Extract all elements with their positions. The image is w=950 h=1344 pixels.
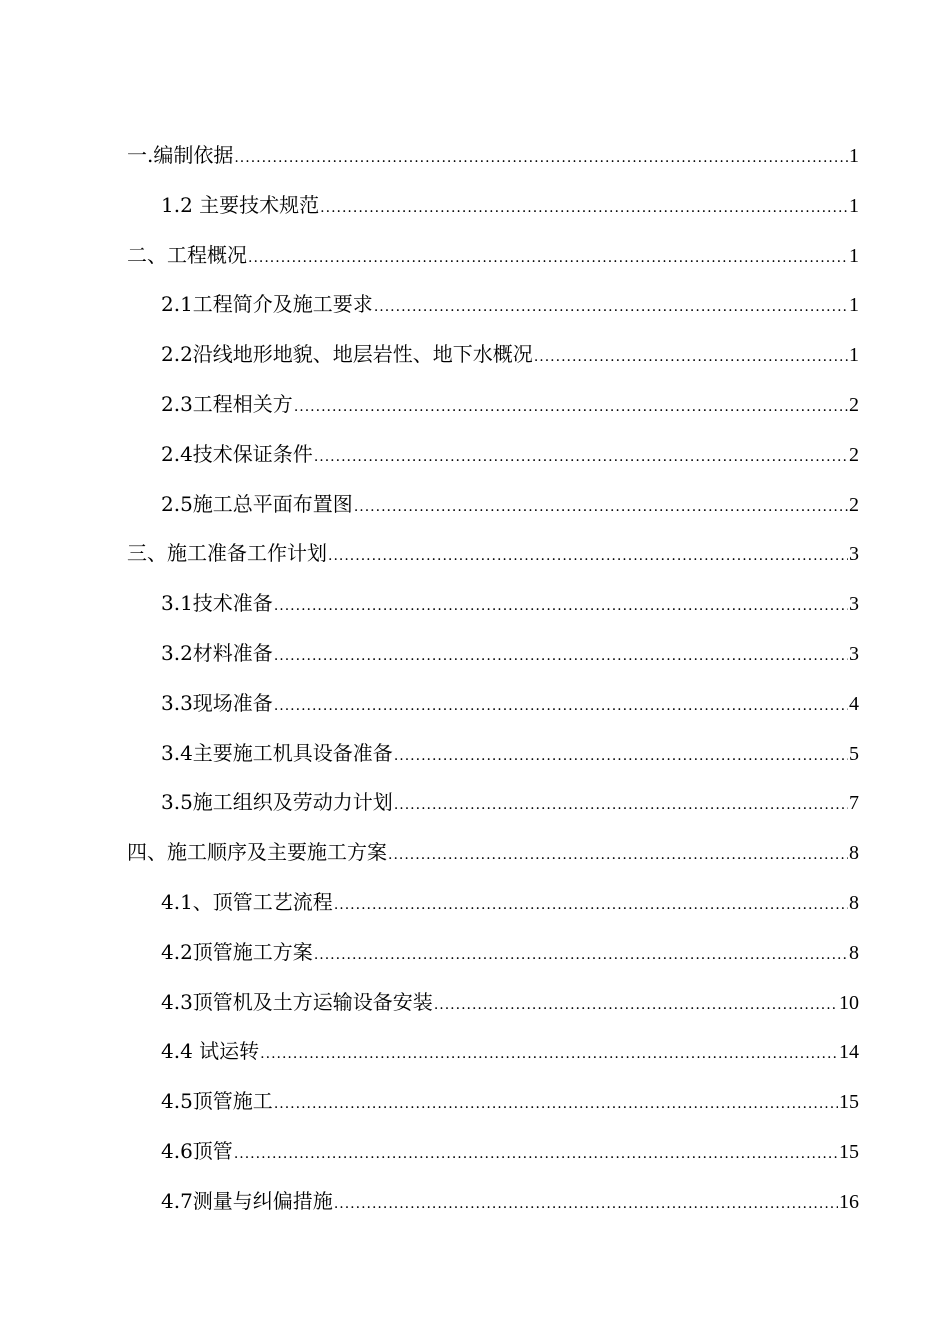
toc-entry[interactable] [127, 690, 859, 740]
toc-leader-dots [334, 892, 848, 918]
toc-entry-title: 2.4技术保证条件 [161, 441, 313, 466]
toc-entry-title: 1.2 主要技术规范 [161, 192, 320, 217]
toc-leader-dots [354, 494, 848, 520]
toc-entry[interactable] [127, 640, 859, 690]
toc-page-number: 8 [849, 941, 859, 964]
toc-page-number: 4 [849, 692, 859, 715]
toc-entry[interactable] [127, 939, 859, 989]
toc-entry[interactable] [127, 1138, 859, 1188]
toc-leader-dots [394, 792, 848, 818]
toc-leader-dots [434, 992, 838, 1018]
toc-entry-title: 三、施工准备工作计划 [127, 541, 327, 566]
toc-page-number: 2 [849, 393, 859, 416]
toc-entry[interactable] [127, 740, 859, 790]
toc-leader-dots [260, 1041, 838, 1067]
toc-entry-title: 3.5施工组织及劳动力计划 [161, 790, 393, 815]
toc-page-number: 2 [849, 493, 859, 516]
toc-leader-dots [274, 643, 848, 669]
toc-leader-dots [294, 394, 848, 420]
toc-leader-dots [274, 593, 848, 619]
toc-page-number: 3 [849, 543, 859, 566]
toc-page-number: 15 [839, 1140, 859, 1163]
toc-entry[interactable] [127, 590, 859, 640]
toc-leader-dots [320, 195, 848, 221]
toc-page-number: 1 [849, 244, 859, 267]
toc-entry-title: 四、施工顺序及主要施工方案 [127, 840, 387, 865]
toc-leader-dots [328, 543, 848, 569]
toc-entry[interactable] [127, 540, 859, 590]
toc-entry-title: 二、工程概况 [127, 242, 247, 267]
toc-entry[interactable] [127, 789, 859, 839]
toc-entry-title: 4.6顶管 [161, 1138, 233, 1163]
toc-page-number: 1 [849, 145, 859, 167]
toc-leader-dots [248, 245, 848, 271]
toc-entry-title: 4.1、顶管工艺流程 [161, 889, 333, 914]
toc-entry[interactable] [127, 889, 859, 939]
table-of-contents [127, 142, 859, 1238]
toc-page-number: 3 [849, 593, 859, 616]
toc-leader-dots [534, 344, 848, 370]
toc-page-number: 7 [849, 792, 859, 815]
toc-entry-title: 4.5顶管施工 [161, 1089, 273, 1114]
toc-entry-title: 3.2材料准备 [161, 640, 273, 665]
toc-leader-dots [334, 1191, 838, 1217]
toc-leader-dots [274, 693, 848, 719]
toc-entry[interactable] [127, 1188, 859, 1238]
toc-leader-dots [394, 743, 848, 769]
toc-entry[interactable] [127, 291, 859, 341]
toc-leader-dots [274, 1091, 838, 1117]
toc-entry-title: 3.4主要施工机具设备准备 [161, 740, 393, 765]
toc-leader-dots [234, 1141, 838, 1167]
toc-leader-dots [314, 444, 848, 470]
toc-page-number: 1 [849, 194, 859, 217]
toc-page-number: 5 [849, 742, 859, 765]
toc-page-number: 8 [849, 842, 859, 865]
toc-page-number: 1 [849, 294, 859, 317]
toc-leader-dots [388, 842, 848, 868]
toc-entry[interactable] [127, 491, 859, 541]
toc-page-number: 10 [839, 991, 859, 1014]
toc-page-number: 2 [849, 443, 859, 466]
toc-entry[interactable] [127, 242, 859, 292]
toc-leader-dots [314, 942, 848, 968]
toc-page-number: 14 [839, 1041, 859, 1064]
toc-entry-title: 4.3顶管机及土方运输设备安装 [161, 989, 433, 1014]
toc-entry-title: 一.编制依据 [127, 143, 234, 167]
toc-entry[interactable] [127, 391, 859, 441]
toc-entry[interactable] [127, 989, 859, 1039]
toc-leader-dots [234, 145, 848, 171]
toc-entry-title: 4.4 试运转 [161, 1039, 260, 1064]
toc-entry[interactable] [127, 341, 859, 391]
toc-page-number: 3 [849, 642, 859, 665]
toc-entry-title: 2.1工程简介及施工要求 [161, 292, 373, 317]
toc-entry[interactable] [127, 142, 859, 192]
toc-entry-title: 2.2沿线地形地貌、地层岩性、地下水概况 [161, 342, 533, 367]
toc-entry[interactable] [127, 192, 859, 242]
toc-entry-title: 4.7测量与纠偏措施 [161, 1188, 333, 1213]
toc-entry[interactable] [127, 1088, 859, 1138]
toc-entry-title: 3.1技术准备 [161, 591, 273, 616]
toc-page-number: 15 [839, 1091, 859, 1114]
toc-entry[interactable] [127, 441, 859, 491]
toc-page-number: 8 [849, 891, 859, 914]
toc-entry-title: 3.3现场准备 [161, 690, 273, 715]
toc-page-number: 16 [839, 1190, 859, 1213]
toc-page-number: 1 [849, 344, 859, 367]
toc-entry-title: 2.3工程相关方 [161, 391, 293, 416]
toc-entry-title: 4.2顶管施工方案 [161, 939, 313, 964]
toc-entry[interactable] [127, 1038, 859, 1088]
toc-entry[interactable] [127, 839, 859, 889]
toc-leader-dots [374, 294, 848, 320]
toc-entry-title: 2.5施工总平面布置图 [161, 491, 353, 516]
